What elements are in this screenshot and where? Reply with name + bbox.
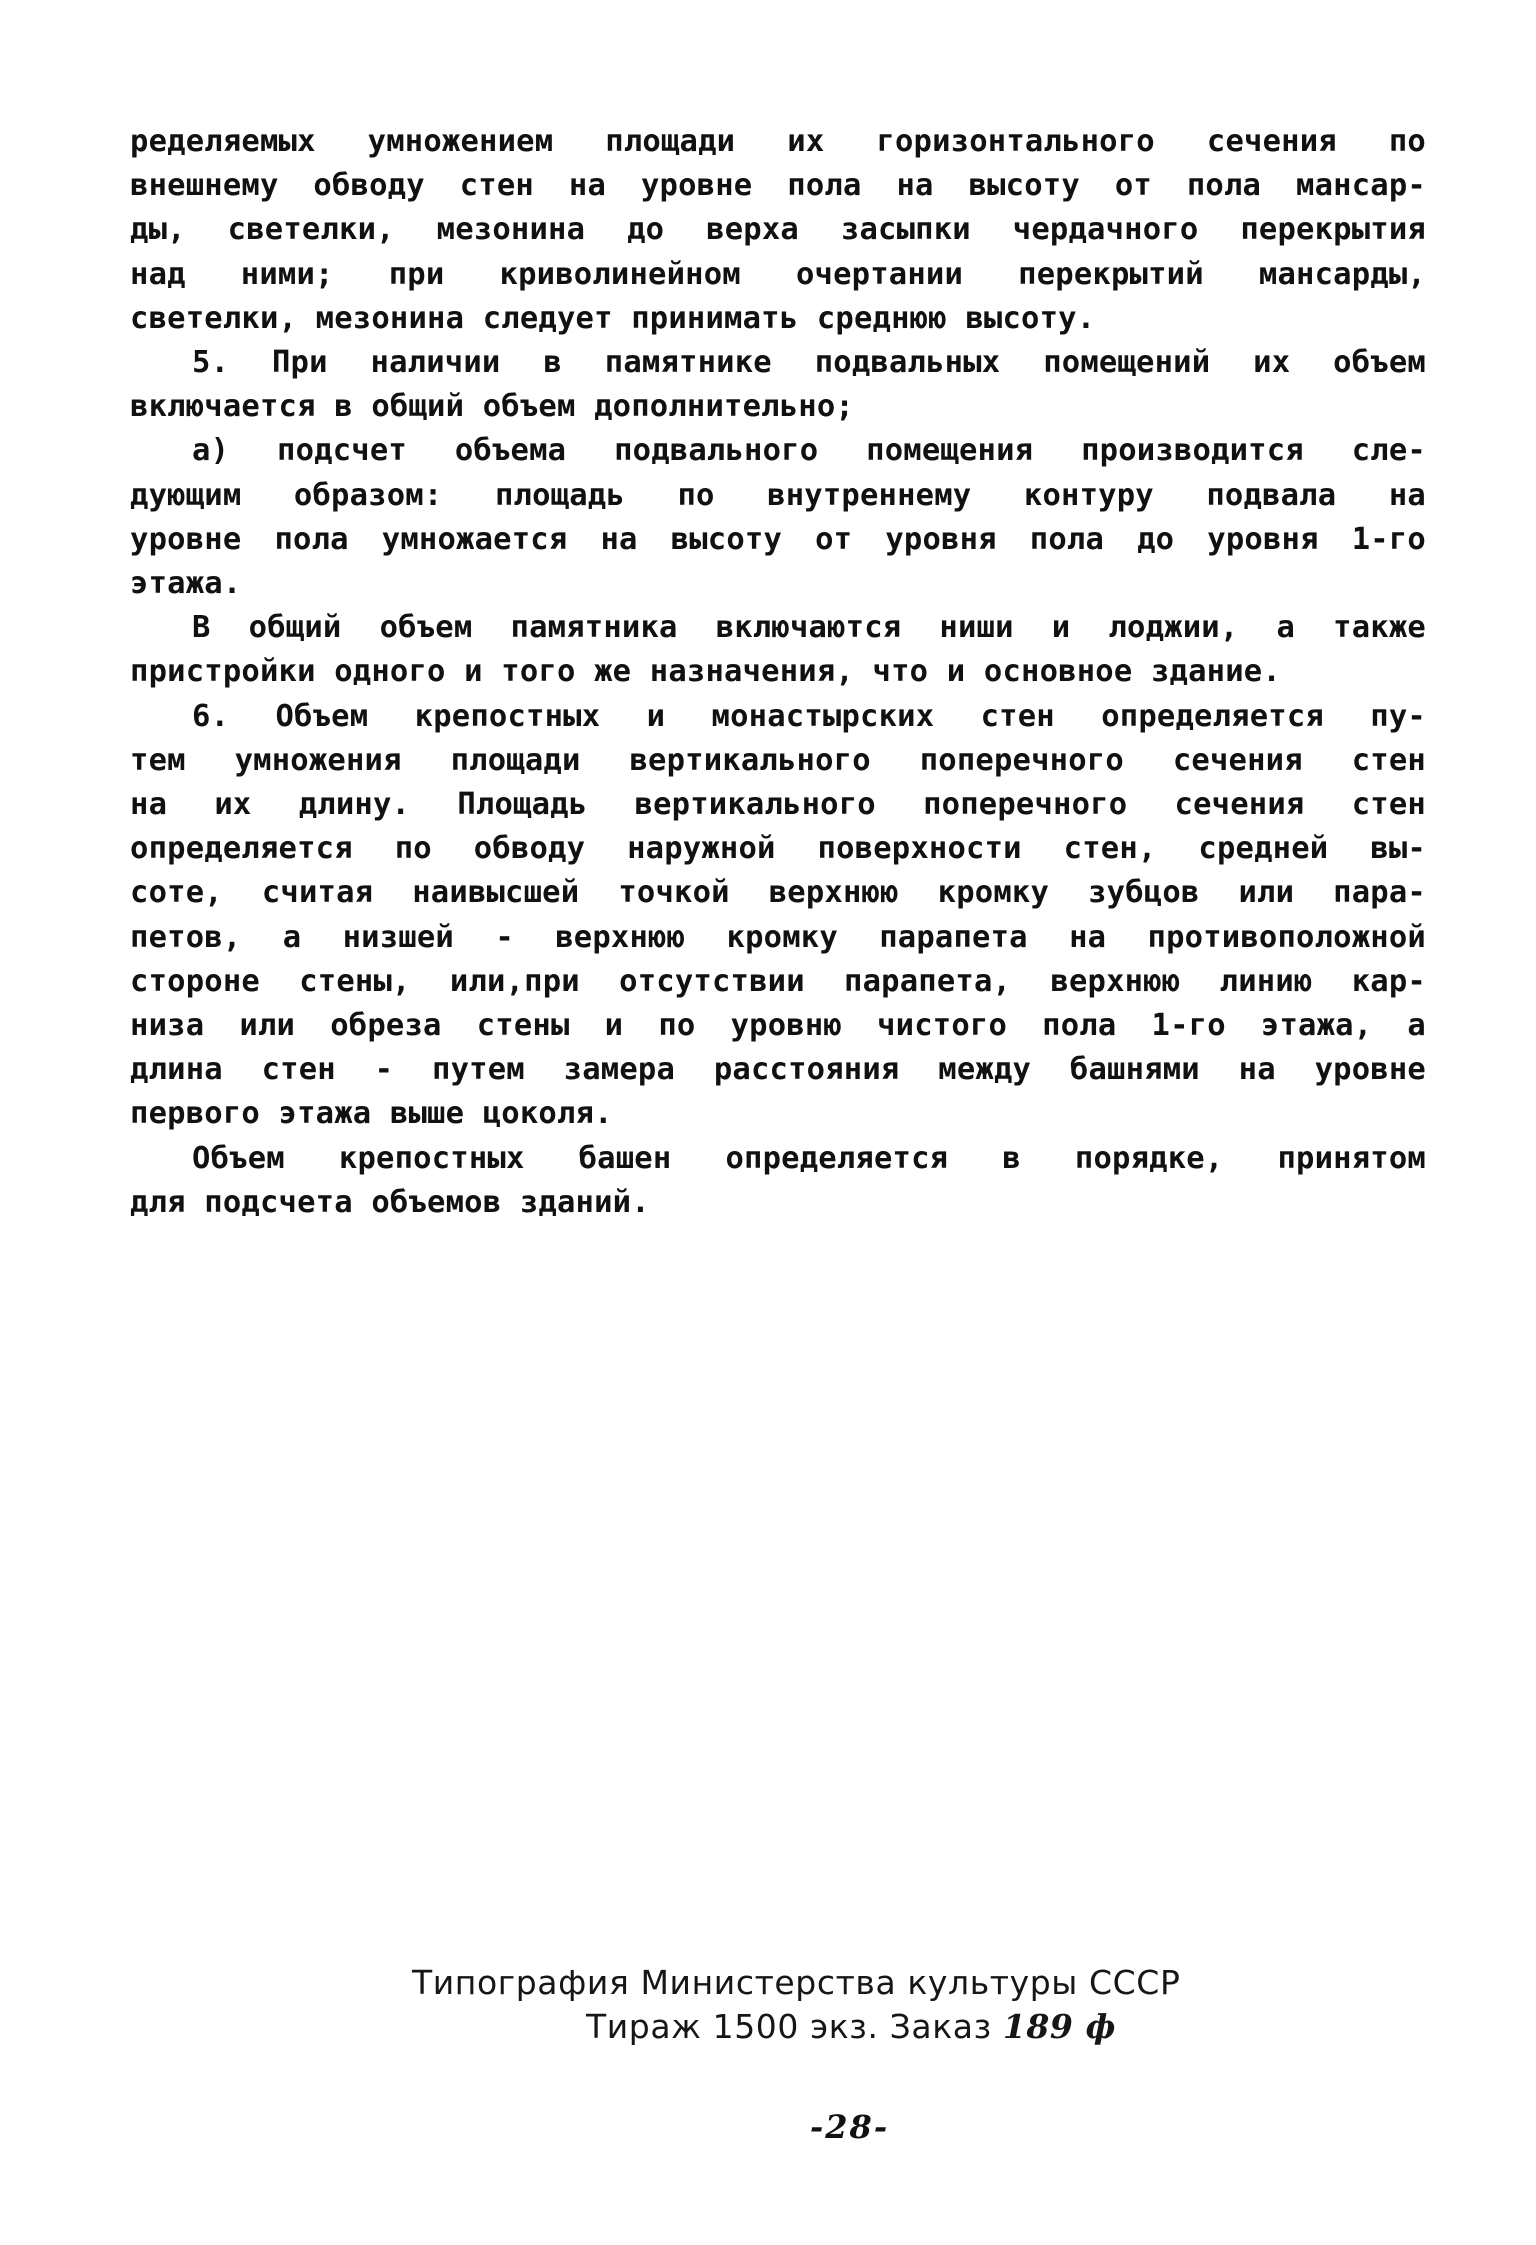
text-line: включается в общий объем дополнительно; <box>130 389 854 425</box>
text-line: светелки, мезонина следует принимать среднюю высоту. <box>130 300 1096 336</box>
text-line: ды, светелки, мезонина до верха засыпки чердачного перекрытия <box>130 212 1426 248</box>
text-line: длина стен - путем замера расстояния между башнями на уровне <box>130 1052 1426 1088</box>
text-line: тем умножения площади вертикального поперечного сечения стен <box>130 742 1426 778</box>
paragraph <box>130 1137 1426 1225</box>
text-line: пристройки одного и того же назначения, что и основное здание. <box>130 654 1281 690</box>
text-line: ределяемых умножением площади их горизонтального сечения по <box>130 124 1426 159</box>
print-run-line <box>586 2004 1116 2050</box>
text-line: над ними; при криволинейном очертании перекрытий мансарды, <box>130 256 1426 292</box>
printing-house-line: Типография Министерства культуры СССР <box>412 1963 1181 2002</box>
text-line: соте, считая наивысшей точкой верхнюю кромку зубцов или пара- <box>130 875 1426 911</box>
page-number: -28- <box>810 2108 890 2146</box>
text-line: В общий объем памятника включаются ниши и лоджии, а также <box>192 610 1426 646</box>
order-number: 189 ф <box>1002 2007 1116 2046</box>
text-line: внешнему обводу стен на уровне пола на высоту от пола мансар- <box>130 168 1426 204</box>
text-line: этажа. <box>130 566 242 602</box>
text-line: первого этажа выше цоколя. <box>130 1096 613 1132</box>
text-line: 6. Объем крепостных и монастырских стен определяется пу- <box>192 698 1426 734</box>
text-line: дующим образом: площадь по внутреннему контуру подвала на <box>130 477 1426 513</box>
text-line: Объем крепостных башен определяется в порядке, принятом <box>192 1140 1426 1176</box>
paragraph <box>130 120 1426 341</box>
paragraph <box>130 606 1426 694</box>
text-line: определяется по обводу наружной поверхности стен, средней вы- <box>130 831 1426 867</box>
text-line: на их длину. Площадь вертикального поперечного сечения стен <box>130 787 1426 823</box>
paragraph <box>130 695 1426 1137</box>
body-text <box>130 120 1426 1225</box>
print-run-text: Тираж 1500 экз. Заказ <box>586 2007 1003 2046</box>
text-line: стороне стены, или,при отсутствии парапета, верхнюю линию кар- <box>130 963 1426 999</box>
text-line: для подсчета объемов зданий. <box>130 1184 650 1220</box>
text-line: а) подсчет объема подвального помещения производится сле- <box>192 433 1426 469</box>
text-line: 5. При наличии в памятнике подвальных помещений их объем <box>192 345 1426 381</box>
text-line: уровне пола умножается на высоту от уровня пола до уровня 1-го <box>130 521 1426 557</box>
paragraph <box>130 341 1426 429</box>
text-line: петов, а низшей - верхнюю кромку парапета на противоположной <box>130 919 1426 955</box>
paragraph <box>130 429 1426 606</box>
text-line: низа или обреза стены и по уровню чистого пола 1-го этажа, а <box>130 1008 1426 1044</box>
